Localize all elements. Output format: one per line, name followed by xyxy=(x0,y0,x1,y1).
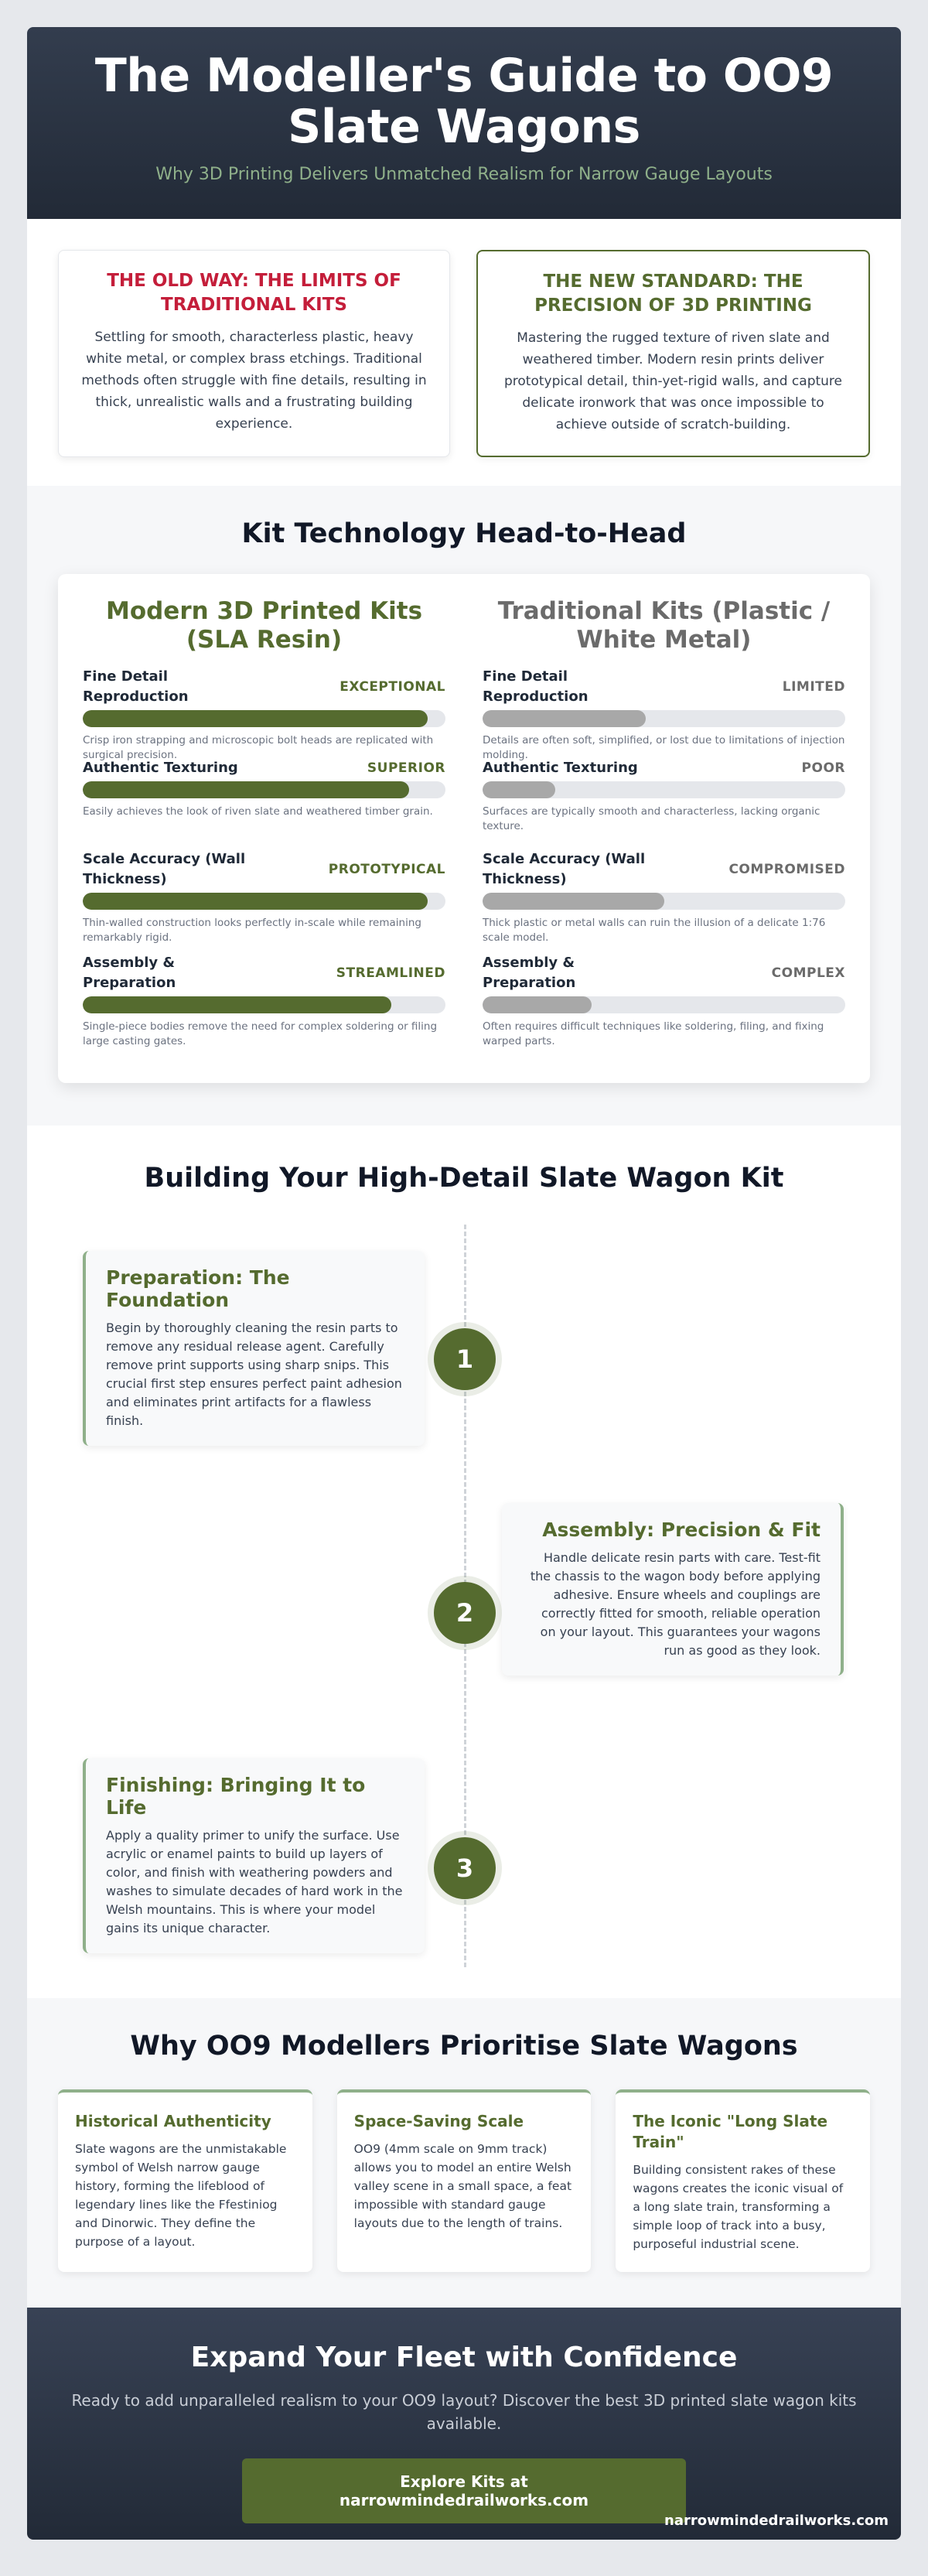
step-title: Assembly: Precision & Fit xyxy=(542,1519,821,1541)
page-subtitle: Why 3D Printing Delivers Unmatched Realism for Narrow Gauge Layouts xyxy=(155,165,773,184)
head-to-head-title: Kit Technology Head-to-Head xyxy=(241,518,687,549)
metric-bar-track xyxy=(83,996,445,1013)
why-card-grid xyxy=(58,2089,870,2272)
metric-description: Thin-walled construction looks perfectly in-scale while remaining remarkably rigid. xyxy=(83,917,421,944)
old-way-card xyxy=(58,250,450,457)
metric-bar-fill xyxy=(483,893,664,910)
metric-label: Assembly & Preparation xyxy=(483,955,576,991)
step-number-badge: 2 xyxy=(434,1582,496,1644)
cta-text: Ready to add unparalleled realism to your OO9 layout? Discover the best 3D printed slate wagon kits available. xyxy=(71,2391,857,2433)
metric-description: Surfaces are typically smooth and characterless, lacking organic texture. xyxy=(483,805,821,832)
why-section xyxy=(27,1998,901,2308)
metric-header xyxy=(483,953,845,993)
metric-header xyxy=(83,667,445,707)
metric-bar-track xyxy=(483,893,845,910)
comparison-section xyxy=(27,219,901,486)
step-text: Apply a quality primer to unify the surface. Use acrylic or enamel paints to build up layers of color, and finish with weathering powders and washes to simulate decades of hard work in the Welsh mountains. This is where your model gains its unique character. xyxy=(106,1828,403,1935)
traditional-kits-title: Traditional Kits (Plastic / White Metal) xyxy=(497,597,831,654)
why-card-historical xyxy=(58,2089,312,2272)
why-card-text: Slate wagons are the unmistakable symbol of Welsh narrow gauge history, forming the lifeblood of legendary lines like the Ffestiniog and Dinorwic. They define the purpose of a layout. xyxy=(75,2142,287,2249)
head-to-head-card xyxy=(58,574,870,1083)
metric-bar-track xyxy=(483,781,845,798)
metric-bar-fill xyxy=(483,781,555,798)
metric-description: Easily achieves the look of riven slate and weathered timber grain. xyxy=(83,805,433,818)
footer-domain: narrowmindedrailworks.com xyxy=(664,2513,889,2529)
why-card-title: The Iconic "Long Slate Train" xyxy=(633,2112,828,2151)
cta-title: Expand Your Fleet with Confidence xyxy=(190,2342,738,2373)
page-title: The Modeller's Guide to OO9 Slate Wagons xyxy=(94,49,834,154)
metric-row xyxy=(83,758,445,849)
why-card-title: Space-Saving Scale xyxy=(353,2112,524,2130)
metric-bar-fill xyxy=(83,710,428,727)
metric-label: Authentic Texturing xyxy=(483,760,638,776)
metric-description: Thick plastic or metal walls can ruin the illusion of a delicate 1:76 scale model. xyxy=(483,917,826,944)
metric-rating: LIMITED xyxy=(782,679,845,695)
metric-bar-track xyxy=(483,996,845,1013)
metric-bar-track xyxy=(83,893,445,910)
metric-rating: COMPROMISED xyxy=(728,862,845,877)
step-number-badge: 3 xyxy=(434,1837,496,1899)
old-way-title: THE OLD WAY: THE LIMITS OF TRADITIONAL KITS xyxy=(107,271,401,315)
traditional-metrics-list xyxy=(483,667,845,1047)
metric-row xyxy=(483,849,845,953)
why-card-long-train xyxy=(616,2089,870,2272)
metric-rating: STREAMLINED xyxy=(336,965,445,981)
why-title: Why OO9 Modellers Prioritise Slate Wagons xyxy=(130,2031,798,2062)
new-standard-title: THE NEW STANDARD: THE PRECISION OF 3D PRINTING xyxy=(534,272,812,316)
step-number-badge: 1 xyxy=(434,1328,496,1390)
metric-header xyxy=(483,849,845,890)
new-standard-card xyxy=(476,250,870,457)
traditional-kits-column xyxy=(483,597,845,1083)
metric-rating: SUPERIOR xyxy=(367,760,445,776)
why-card-title: Historical Authenticity xyxy=(75,2112,271,2130)
metric-label: Assembly & Preparation xyxy=(83,955,176,991)
metric-bar-fill xyxy=(83,781,409,798)
metric-bar-fill xyxy=(83,996,391,1013)
metric-row xyxy=(83,667,445,761)
step-card-preparation xyxy=(83,1251,425,1446)
modern-kits-title: Modern 3D Printed Kits (SLA Resin) xyxy=(105,597,423,654)
metric-label: Scale Accuracy (Wall Thickness) xyxy=(83,851,246,887)
modern-metrics-list xyxy=(83,667,445,1047)
build-guide-section xyxy=(27,1126,901,1998)
metric-description: Crisp iron strapping and microscopic bolt heads are replicated with surgical precision. xyxy=(83,734,434,761)
metric-rating: COMPLEX xyxy=(771,965,845,981)
metric-header xyxy=(83,849,445,890)
metric-label: Fine Detail Reproduction xyxy=(83,668,189,705)
metric-label: Authentic Texturing xyxy=(83,760,238,776)
step-card-finishing xyxy=(83,1758,425,1953)
step-card-assembly xyxy=(502,1503,844,1676)
metric-label: Scale Accuracy (Wall Thickness) xyxy=(483,851,646,887)
metric-description: Details are often soft, simplified, or lost due to limitations of injection molding. xyxy=(483,734,845,761)
metric-header xyxy=(83,758,445,778)
metric-label: Fine Detail Reproduction xyxy=(483,668,589,705)
why-card-space-saving xyxy=(337,2089,592,2272)
metric-description: Single-piece bodies remove the need for complex soldering or filing large casting gates. xyxy=(83,1020,438,1047)
metric-header xyxy=(483,667,845,707)
metric-description: Often requires difficult techniques like soldering, filing, and fixing warped parts. xyxy=(483,1020,824,1047)
metric-bar-fill xyxy=(483,710,646,727)
metric-bar-track xyxy=(83,710,445,727)
metric-header xyxy=(83,953,445,993)
explore-kits-button[interactable]: Explore Kits at narrowmindedrailworks.com xyxy=(242,2458,686,2523)
metric-row xyxy=(83,953,445,1047)
hero-banner xyxy=(27,27,901,219)
why-card-text: Building consistent rakes of these wagons creates the iconic visual of a long slate train, transforming a simple loop of track into a busy, purposeful industrial scene. xyxy=(633,2163,844,2251)
metric-bar-fill xyxy=(483,996,592,1013)
metric-bar-track xyxy=(83,781,445,798)
metric-bar-fill xyxy=(83,893,428,910)
step-title: Preparation: The Foundation xyxy=(106,1266,290,1311)
metric-bar-track xyxy=(483,710,845,727)
metric-row xyxy=(483,758,845,849)
metric-row xyxy=(483,953,845,1047)
old-way-text: Settling for smooth, characterless plastic, heavy white metal, or complex brass etchings. Traditional methods often struggle with fine details, resulting in thick, unrealistic walls and a frustrating building experience. xyxy=(81,330,427,432)
metric-row xyxy=(83,849,445,953)
build-guide-title: Building Your High-Detail Slate Wagon Kit xyxy=(144,1163,784,1194)
metric-header xyxy=(483,758,845,778)
why-card-text: OO9 (4mm scale on 9mm track) allows you to model an entire Welsh valley scene in a small space, a feat impossible with standard gauge layouts due to the length of trains. xyxy=(353,2142,572,2230)
step-text: Begin by thoroughly cleaning the resin parts to remove any residual release agent. Carefully remove print supports using sharp snips. This crucial first step ensures perfect paint adhesion and eliminates print artifacts for a flawless finish. xyxy=(106,1320,402,1428)
step-text: Handle delicate resin parts with care. Test-fit the chassis to the wagon body before applying adhesive. Ensure wheels and couplings are correctly fitted for smooth, reliable operation on your layout. This guarantees your wagons run as good as they look. xyxy=(530,1550,821,1658)
head-to-head-section xyxy=(27,486,901,1126)
cta-banner xyxy=(27,2308,901,2540)
new-standard-text: Mastering the rugged texture of riven slate and weathered timber. Modern resin prints deliver prototypical detail, thin-yet-rigid walls, and capture delicate ironwork that was once impossible to achieve outside of scratch-building. xyxy=(504,330,842,432)
metric-rating: EXCEPTIONAL xyxy=(339,679,445,695)
metric-rating: POOR xyxy=(801,760,845,776)
modern-kits-column xyxy=(83,597,445,1083)
metric-row xyxy=(483,667,845,761)
metric-rating: PROTOTYPICAL xyxy=(328,862,445,877)
step-title: Finishing: Bringing It to Life xyxy=(106,1774,366,1819)
